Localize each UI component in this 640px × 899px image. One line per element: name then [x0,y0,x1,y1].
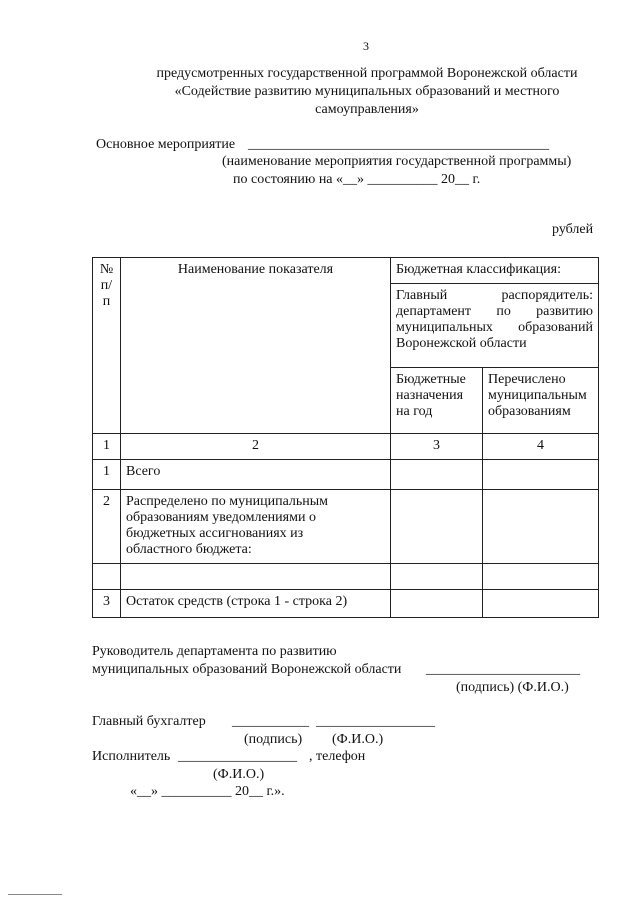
row-name: Остаток средств (строка 1 - строка 2) [121,590,391,618]
row-name [121,564,391,590]
executor-name-blank: _________________ [178,749,297,764]
row-num: 2 [93,490,121,564]
header-assignments: Бюджетные назначения на год [391,368,483,434]
executor-label: Исполнитель [92,749,171,764]
accountant-sign-blank: ___________ [232,714,309,729]
index-cell-3: 3 [391,434,483,460]
signature-date: «__» __________ 20__ г.». [130,784,285,799]
row-value-transferred [483,490,599,564]
index-cell-1: 1 [93,434,121,460]
header-budget-class: Бюджетная классификация: [391,258,599,284]
index-cell-2: 2 [121,434,391,460]
table-row [93,564,599,590]
row-value-assignments [391,490,483,564]
event-label: Основное мероприятие [96,137,236,152]
executor-name-caption: (Ф.И.О.) [213,767,265,782]
event-caption: (наименование мероприятия государственной программы) [222,154,572,169]
row-value-transferred [483,590,599,618]
table-row [93,590,599,618]
row-value-transferred [483,460,599,490]
table-row [93,490,599,564]
as-of-date: по состоянию на «__» __________ 20__ г. [233,172,481,187]
row-num [93,564,121,590]
header-num: № п/п [93,258,121,434]
accountant-name-caption: (Ф.И.О.) [332,732,384,747]
head-signature-caption: (подпись) (Ф.И.О.) [456,680,569,695]
row-value-transferred [483,564,599,590]
row-num: 3 [93,590,121,618]
row-value-assignments [391,564,483,590]
head-title-line-2: муниципальных образований Воронежской области [92,662,402,677]
page-number: 3 [363,39,369,53]
row-name: Распределено по муниципальным образованиям уведомлениями о бюджетных ассигнованиях из областного бюджета: [121,490,391,564]
head-signature-blank: ______________________ [426,662,580,677]
header-manager: Главный распорядитель: департамент по развитию муниципальных образований Воронежской области [391,284,599,368]
header-line-3: самоуправления» [315,102,419,117]
page-bottom-rule [8,894,62,895]
accountant-label: Главный бухгалтер [92,714,206,729]
header-transferred: Перечислено муниципальным образованиям [483,368,599,434]
row-value-assignments [391,460,483,490]
index-cell-4: 4 [483,434,599,460]
event-blank: ___________________________________________ [248,137,549,152]
executor-phone-label: , телефон [309,749,366,764]
row-value-assignments [391,590,483,618]
header-line-2: «Содействие развитию муниципальных образований и местного [174,84,560,99]
head-title-line-1: Руководитель департамента по развитию [92,644,337,659]
header-name: Наименование показателя [121,258,391,434]
header-line-1: предусмотренных государственной программой Воронежской области [156,66,578,81]
budget-table [92,257,599,618]
row-name: Всего [121,460,391,490]
row-num: 1 [93,460,121,490]
accountant-name-blank: _________________ [316,714,435,729]
table-row [93,460,599,490]
accountant-sign-caption: (подпись) [244,732,303,747]
currency-label: рублей [552,222,594,237]
